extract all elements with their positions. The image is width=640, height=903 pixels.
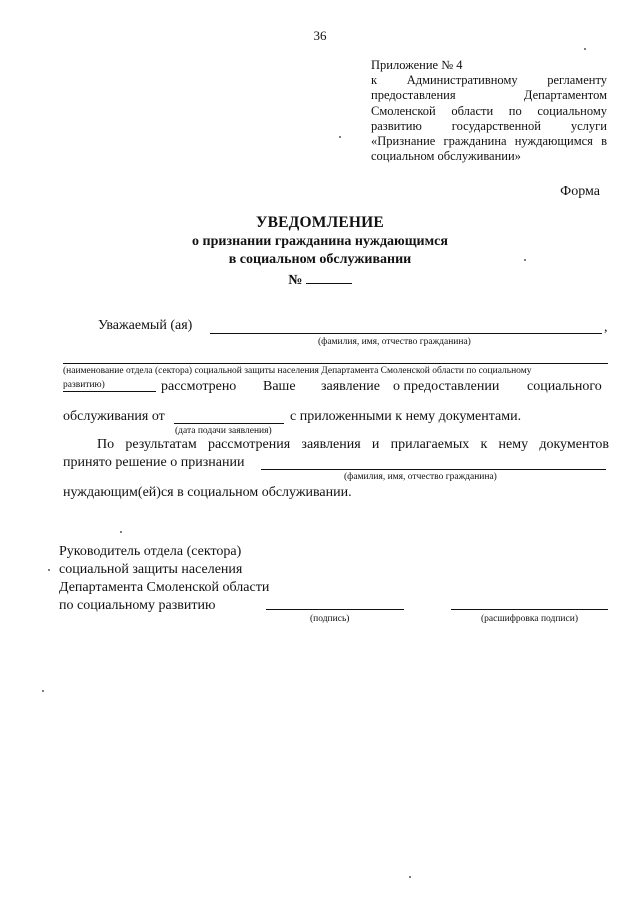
text-socialnogo: социального bbox=[527, 379, 602, 394]
salutation: Уважаемый (ая) bbox=[98, 318, 193, 333]
hint-fio: (фамилия, имя, отчество гражданина) bbox=[318, 337, 471, 347]
hint-signature-decode: (расшифровка подписи) bbox=[481, 614, 578, 624]
page-number: 36 bbox=[313, 28, 327, 43]
text-o-predostavlenii: о предоставлении bbox=[393, 379, 500, 394]
salutation-comma: , bbox=[604, 320, 608, 335]
hint-department-cont: развитию) bbox=[63, 380, 105, 390]
form-label: Форма bbox=[560, 184, 600, 199]
appendix-line: «Признание гражданина нуждающимся в bbox=[371, 134, 607, 149]
scan-speck bbox=[339, 136, 341, 138]
text-vashe: Ваше bbox=[263, 379, 296, 394]
signatory-line: Руководитель отдела (сектора) bbox=[59, 544, 242, 559]
signatory-line: по социальному развитию bbox=[59, 598, 216, 613]
hint-date: (дата подачи заявления) bbox=[175, 426, 272, 436]
signature-decode-field[interactable] bbox=[451, 609, 608, 610]
appendix-block bbox=[371, 58, 607, 164]
appendix-line: предоставления Департаментом bbox=[371, 88, 607, 103]
scan-speck bbox=[48, 569, 50, 571]
document-number bbox=[0, 270, 640, 289]
appendix-line: развитию государственной услуги bbox=[371, 118, 607, 133]
document-heading: УВЕДОМЛЕНИЕ bbox=[256, 214, 384, 231]
number-field[interactable] bbox=[306, 270, 352, 284]
fio-field[interactable] bbox=[210, 333, 602, 334]
application-date-field[interactable] bbox=[174, 423, 284, 424]
decision-paragraph-line3: нуждающим(ей)ся в социальном обслуживании. bbox=[63, 485, 352, 500]
fio-field-2[interactable] bbox=[261, 469, 606, 470]
scan-speck bbox=[409, 876, 411, 878]
appendix-line: социальном обслуживании» bbox=[371, 149, 521, 164]
text-zayavlenie: заявление bbox=[321, 379, 381, 394]
decision-paragraph-line1: По результатам рассмотрения заявления и прилагаемых к нему документов bbox=[97, 437, 609, 452]
appendix-line: Смоленской области по социальному bbox=[371, 103, 607, 118]
hint-signature: (подпись) bbox=[310, 614, 350, 624]
text-obsluzhivaniya-ot: обслуживания от bbox=[63, 409, 165, 424]
signature-field[interactable] bbox=[266, 609, 404, 610]
department-field-cont[interactable] bbox=[63, 391, 156, 392]
hint-fio-2: (фамилия, имя, отчество гражданина) bbox=[344, 472, 497, 482]
scan-speck bbox=[42, 690, 44, 692]
number-sign: № bbox=[288, 273, 303, 288]
signatory-line: социальной защиты населения bbox=[59, 562, 243, 577]
text-s-prilozhennymi: с приложенными к нему документами. bbox=[290, 409, 522, 424]
scan-speck bbox=[120, 531, 122, 533]
appendix-line: к Административному регламенту bbox=[371, 73, 607, 88]
signatory-block bbox=[59, 543, 269, 615]
document-subtitle: в социальном обслуживании bbox=[228, 252, 412, 267]
appendix-title: Приложение № 4 bbox=[371, 58, 463, 72]
decision-paragraph-line2: принято решение о признании bbox=[63, 455, 245, 470]
hint-department: (наименование отдела (сектора) социальной защиты населения Департамента Смоленской области по социальному bbox=[63, 366, 532, 376]
department-field[interactable] bbox=[63, 363, 608, 364]
signatory-line: Департамента Смоленской области bbox=[59, 580, 270, 595]
scan-speck bbox=[524, 259, 526, 261]
scan-speck bbox=[584, 48, 586, 50]
text-rassmotreno: рассмотрено bbox=[161, 379, 237, 394]
document-subtitle: о признании гражданина нуждающимся bbox=[192, 234, 448, 249]
